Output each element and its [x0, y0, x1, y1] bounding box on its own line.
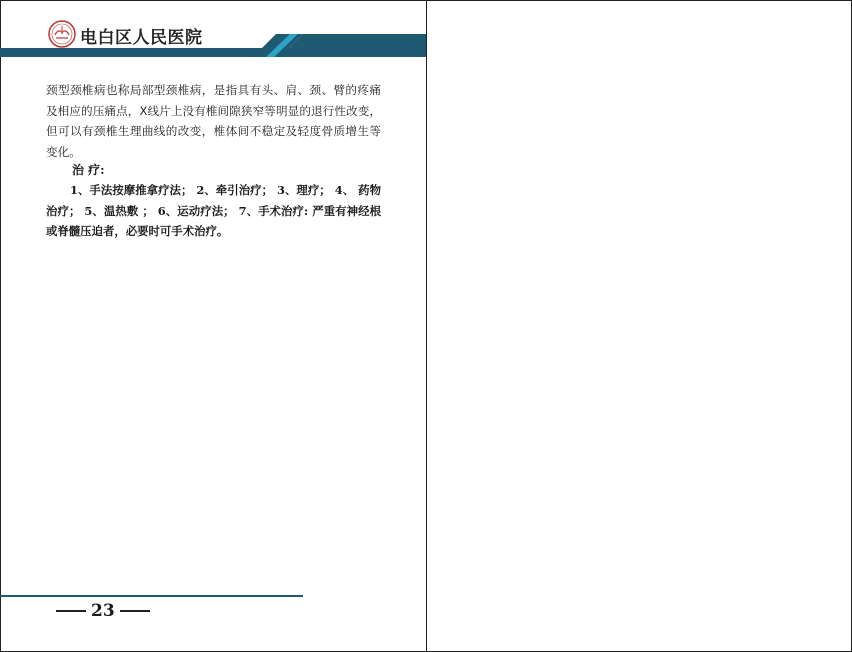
treatment-heading: 治 疗:: [72, 163, 105, 177]
page-number-dash-left: [56, 610, 86, 612]
intro-paragraph: 颈型颈椎病也称局部型颈椎病，是指具有头、肩、颈、臂的疼痛及相应的压痛点，X线片上没有椎间隙狭窄等明显的退行性改变，但可以有颈椎生理曲线的改变，椎体间不稳定及轻度骨质增生等变化。: [46, 83, 381, 159]
footer-rule: [0, 595, 303, 597]
page-header: [0, 0, 426, 60]
page-number-value: 23: [91, 601, 115, 621]
page-number: [56, 601, 150, 621]
hospital-emblem-icon: [48, 20, 76, 48]
page-number-dash-right: [120, 610, 150, 612]
treatment-list: 1、手法按摩推拿疗法； 2、牵引治疗； 3、理疗； 4、 药物治疗； 5、温热敷 ； 6、运动疗法； 7、手术治疗: 严重有神经根或脊髓压迫者，必要时可手术治疗。: [46, 183, 381, 238]
right-page: [427, 0, 851, 652]
hospital-name: 电白区人民医院: [80, 28, 203, 48]
